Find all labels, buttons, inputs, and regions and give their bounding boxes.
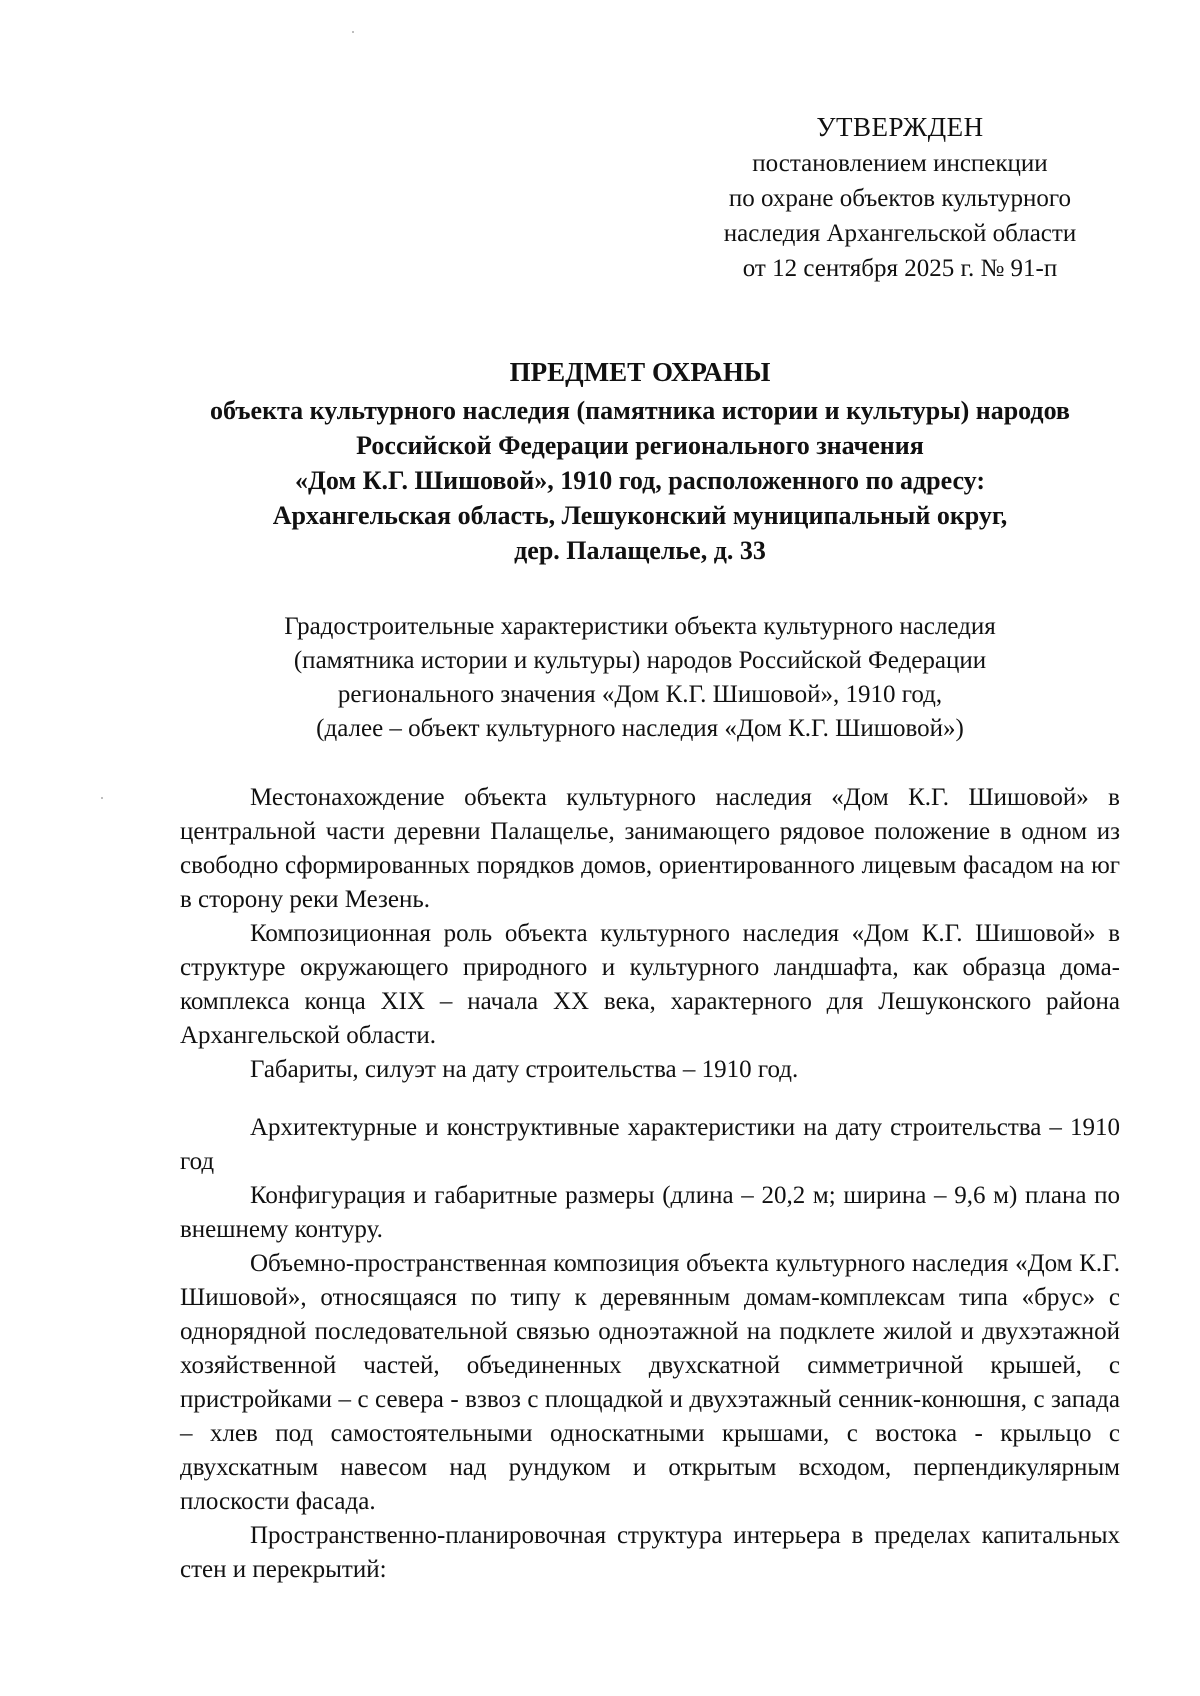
interior-structure-paragraph: Пространственно-планировочная структура интерьера в пределах капитальных стен и перекрытий: — [180, 1522, 1120, 1583]
title-line: «Дом К.Г. Шишовой», 1910 год, расположенного по адресу: — [294, 466, 985, 495]
title-line: Архангельская область, Лешуконский муниципальный округ, — [272, 501, 1008, 530]
title-line: объекта культурного наследия (памятника истории и культуры) народов — [210, 396, 1070, 425]
title-line: Российской Федерации регионального значения — [356, 431, 924, 460]
dimensions-silhouette-paragraph: Габариты, силуэт на дату строительства – 1910 год. — [250, 1056, 799, 1083]
urban-characteristics-body — [180, 781, 1120, 1087]
section-heading-line: (далее – объект культурного наследия «Дом К.Г. Шишовой») — [316, 715, 964, 742]
approval-stamp — [690, 110, 1110, 286]
volume-composition-paragraph: Объемно-пространственная композиция объекта культурного наследия «Дом К.Г. Шишовой», относящаяся по типу к деревянным домам-комплексам типа «брус» с однорядной последовательной связью одноэтажной на подклете жилой и двухэтажной хозяйственной частей, объединенных двухскатной симметричной крышей, с пристройками – с севера - взвоз с площадкой и двухэтажный сенник-конюшня, с запада – хлев под самостоятельными односкатными крышами, с востока - крыльцо с двухскатным навесом над рундуком и открытым всходом, перпендикулярным плоскости фасада. — [180, 1250, 1120, 1515]
composition-role-paragraph: Композиционная роль объекта культурного наследия «Дом К.Г. Шишовой» в структуре окружающего природного и культурного ландшафта, как образца дома-комплекса конца XIX – начала XX века, характерного для Лешуконского района Архангельской области. — [180, 920, 1120, 1049]
approval-line: наследия Архангельской области — [723, 220, 1077, 247]
section-heading-line: Градостроительные характеристики объекта культурного наследия — [284, 613, 996, 640]
section-heading-line: (памятника истории и культуры) народов Российской Федерации — [293, 647, 987, 674]
approval-heading: УТВЕРЖДЕН — [816, 112, 984, 142]
architecture-heading-paragraph: Архитектурные и конструктивные характеристики на дату строительства – 1910 год — [180, 1114, 1120, 1175]
scan-artifact — [352, 31, 354, 33]
title-line: дер. Палащелье, д. 33 — [514, 536, 766, 565]
approval-line: постановлением инспекции — [752, 150, 1048, 177]
section-heading — [160, 610, 1120, 746]
architecture-characteristics-body — [180, 1111, 1120, 1587]
approval-line: по охране объектов культурного — [728, 185, 1072, 212]
scan-artifact — [101, 797, 103, 799]
plan-configuration-paragraph: Конфигурация и габаритные размеры (длина – 20,2 м; ширина – 9,6 м) плана по внешнему контуру. — [180, 1182, 1120, 1243]
document-title-block — [160, 355, 1120, 568]
location-paragraph: Местонахождение объекта культурного наследия «Дом К.Г. Шишовой» в центральной части деревни Палащелье, занимающего рядовое положение в одном из свободно сформированных порядков домов, ориентированного лицевым фасадом на юг в сторону реки Мезень. — [180, 784, 1120, 913]
approval-line: от 12 сентября 2025 г. № 91-п — [742, 255, 1058, 282]
section-heading-line: регионального значения «Дом К.Г. Шишовой», 1910 год, — [337, 681, 943, 708]
document-title: ПРЕДМЕТ ОХРАНЫ — [509, 357, 771, 387]
